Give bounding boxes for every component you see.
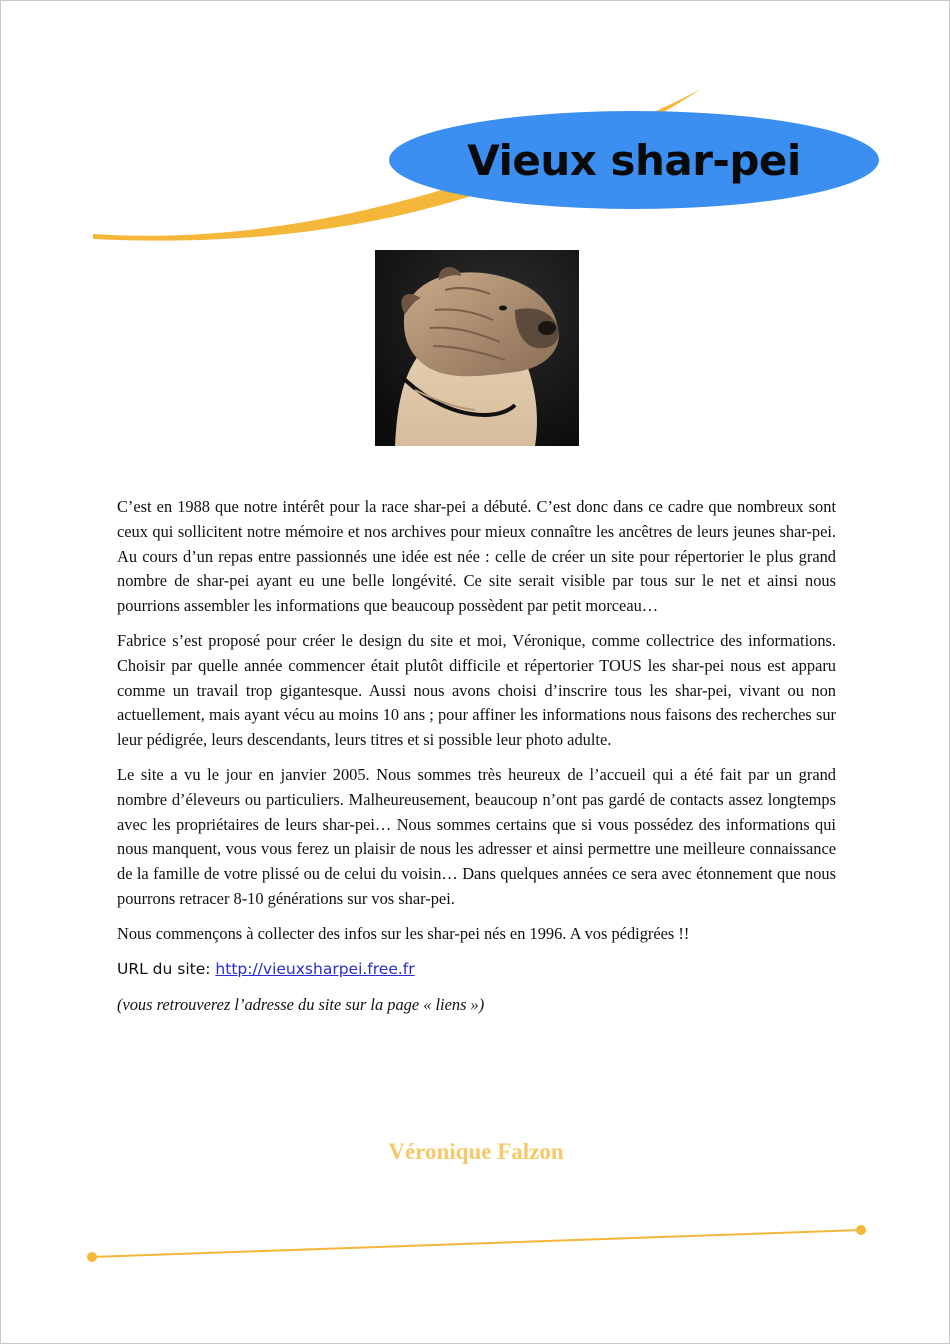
links-page-note: (vous retrouverez l’adresse du site sur la page « liens ») — [117, 995, 485, 1015]
sharpei-photo — [375, 250, 579, 446]
article-body — [117, 495, 836, 1028]
right-dot-icon — [856, 1225, 866, 1235]
paragraph-3: Le site a vu le jour en janvier 2005. Nous sommes très heureux de l’accueil qui a été fait par un grand nombre d’éleveurs ou particuliers. Malheureusement, beaucoup n’ont pas gardé de contacts assez longtemps avec les propriétaires de leurs shar-pei… Nous sommes certains que si vous possédez des informations qui nous manquent, vous vous ferez un plaisir de nous les adresser et ainsi permettre une meilleure connaissance de la famille de votre plissé ou de celui du voisin… Dans quelques années ce sera avec étonnement que nous pourrons retracer 8-10 générations sur vos shar-pei. — [117, 764, 836, 908]
url-line — [117, 957, 836, 982]
url-label: URL du site: — [117, 959, 211, 978]
paragraph-4: Nous commençons à collecter des infos sur les shar-pei nés en 1996. A vos pédigrées !! — [117, 923, 690, 943]
paragraph-2: Fabrice s’est proposé pour créer le design du site et moi, Véronique, comme collectrice des informations. Choisir par quelle année commencer était plutôt difficile et répertorier TOUS les shar-pei nous est apparu comme un travail trop gigantesque. Aussi nous avons choisi d’inscrire tous les shar-pei, vivant ou non actuellement, mais ayant vécu au moins 10 ans ; pour affiner les informations nous faisons des recherches sur leur pédigrée, leurs descendants, leurs titres et si possible leur photo adulte. — [117, 630, 836, 750]
left-dot-icon — [87, 1252, 97, 1262]
author-signature: Véronique Falzon — [388, 1139, 564, 1164]
paragraph-1: C’est en 1988 que notre intérêt pour la race shar-pei a débuté. C’est donc dans ce cadre que nombreux sont ceux qui sollicitent notre mémoire et nos archives pour mieux connaître les ancêtres de leurs jeunes shar-pei. Au cours d’un repas entre passionnés une idée est née : celle de créer un site pour répertorier le plus grand nombre de shar-pei ayant eu une belle longévité. Ce site serait visible par tous sur le net et ainsi nous pourrions assembler les informations que beaucoup possèdent par petit morceau… — [117, 497, 836, 616]
dog-illustration — [375, 250, 579, 446]
page-title: Vieux shar-pei — [467, 135, 801, 185]
site-link[interactable]: http://vieuxsharpei.free.fr — [215, 959, 415, 978]
